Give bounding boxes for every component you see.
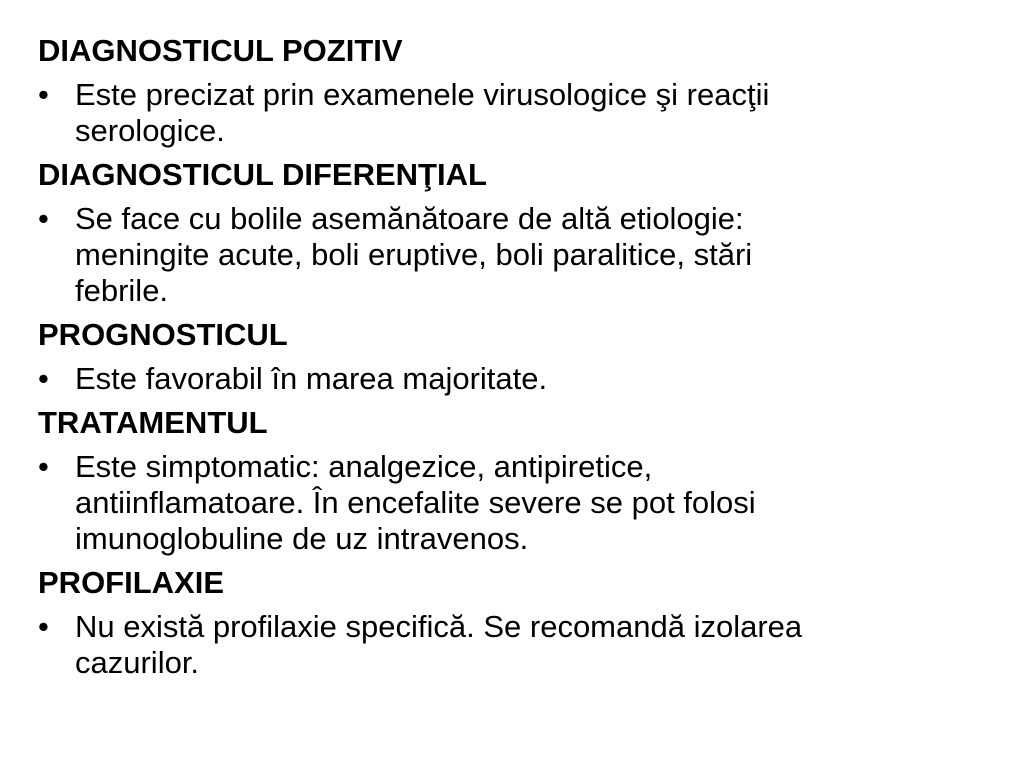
bullet-text-line: Nu există profilaxie specifică. Se recomandă izolarea [75, 609, 803, 644]
bullet-item [38, 609, 1015, 681]
section-heading-prognosticul: PROGNOSTICUL [38, 317, 288, 352]
bullet-item [38, 449, 1015, 557]
bullet-text-line: Se face cu bolile asemănătoare de altă etiologie: [75, 201, 744, 236]
bullet-text-line: serologice. [75, 113, 225, 148]
section-heading-diagnostic-pozitiv: DIAGNOSTICUL POZITIV [38, 33, 403, 68]
bullet-symbol: • [38, 77, 49, 112]
bullet-text-line: Este favorabil în marea majoritate. [75, 361, 548, 396]
bullet-symbol: • [38, 609, 49, 644]
bullet-text-line: meningite acute, boli eruptive, boli paralitice, stări [75, 237, 753, 272]
section-heading-profilaxie: PROFILAXIE [38, 565, 225, 600]
bullet-item [38, 361, 1015, 397]
bullet-text-line: imunoglobuline de uz intravenos. [75, 521, 529, 556]
bullet-symbol: • [38, 449, 49, 484]
bullet-text-line: cazurilor. [75, 645, 200, 680]
section-heading-diagnostic-diferential: DIAGNOSTICUL DIFERENŢIAL [38, 157, 487, 192]
bullet-text-line: Este simptomatic: analgezice, antipiretice, [75, 449, 653, 484]
bullet-text-line: Este precizat prin examenele virusologice şi reacţii [75, 77, 770, 112]
bullet-symbol: • [38, 361, 49, 396]
section-heading-tratamentul: TRATAMENTUL [38, 405, 268, 440]
bullet-item [38, 201, 1015, 309]
bullet-text-line: febrile. [75, 273, 169, 308]
bullet-text-line: antiinflamatoare. În encefalite severe se pot folosi [75, 485, 756, 520]
bullet-item [38, 77, 1015, 149]
bullet-symbol: • [38, 201, 49, 236]
